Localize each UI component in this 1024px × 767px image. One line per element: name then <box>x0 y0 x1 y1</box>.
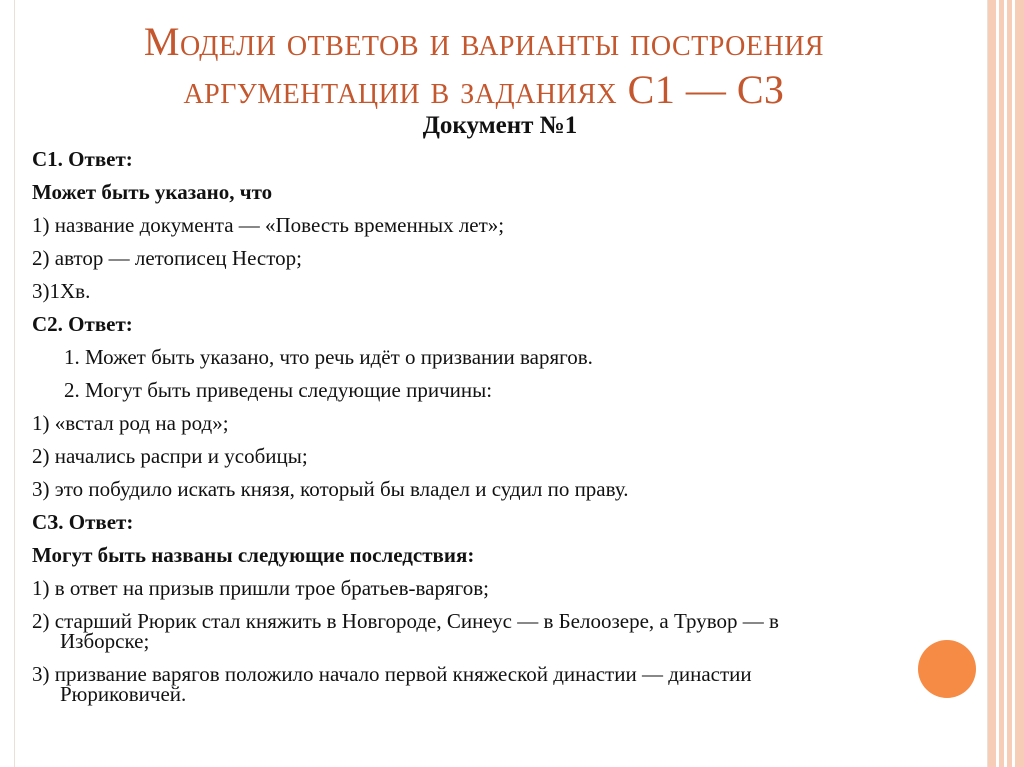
c2-reason-1: 1) «встал род на род»; <box>32 411 229 435</box>
title-line-1: Модели ответов и варианты построения <box>143 19 825 64</box>
c3-item-1: 1) в ответ на призыв пришли трое братьев-варягов; <box>32 576 489 600</box>
c3-heading: СЗ. Ответ: <box>32 510 134 534</box>
answer-content <box>32 148 962 716</box>
c3-item-2 <box>32 610 962 652</box>
c3-item-2-cont: Изборске; <box>60 629 150 653</box>
c2-reason-3: 3) это побудило искать князя, который бы владел и судил по праву. <box>32 477 629 501</box>
c3-item-3-cont: Рюриковичей. <box>60 682 187 706</box>
c1-intro: Может быть указано, что <box>32 180 273 204</box>
c2-reason-2: 2) начались распри и усобицы; <box>32 444 308 468</box>
c3-item-2-text: 2) старший Рюрик стал княжить в Новгороде, Синеус — в Белоозере, а Трувор — в <box>32 609 779 633</box>
c3-item-3 <box>32 663 962 705</box>
c2-heading: С2. Ответ: <box>32 312 133 336</box>
c1-item-3: 3)1Хв. <box>32 279 91 303</box>
c3-item-3-text: 3) призвание варягов положило начало первой княжеской династии — династии <box>32 662 752 686</box>
c2-point-2: 2. Могут быть приведены следующие причины: <box>64 378 493 402</box>
c1-item-1: 1) название документа — «Повесть временных лет»; <box>32 213 505 237</box>
document-heading: Документ №1 <box>422 112 578 139</box>
c3-intro: Могут быть названы следующие последствия: <box>32 543 475 567</box>
c1-heading: С1. Ответ: <box>32 147 133 171</box>
decorative-circle <box>918 640 976 698</box>
c2-point-1: 1. Может быть указано, что речь идёт о призвании варягов. <box>64 345 593 369</box>
c1-item-2: 2) автор — летописец Нестор; <box>32 246 302 270</box>
title-line-2: аргументации в заданиях С1 — СЗ <box>183 67 785 112</box>
slide-title <box>44 18 924 114</box>
